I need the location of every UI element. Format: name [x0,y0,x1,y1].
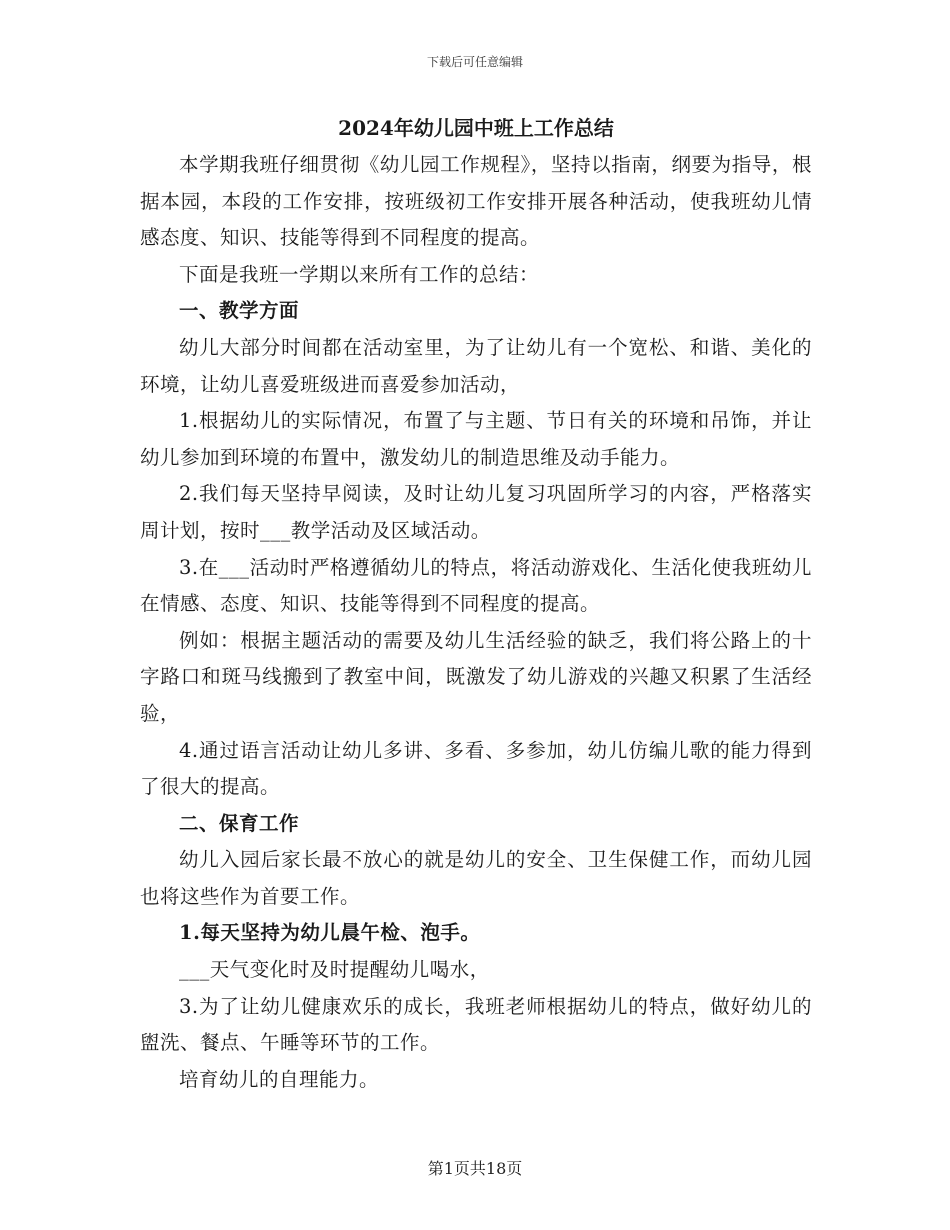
paragraph: 本学期我班仔细贯彻《幼儿园工作规程》，坚持以指南，纲要为指导，根据本园，本段的工作安排，按班级初工作安排开展各种活动，使我班幼儿情感态度、知识、技能等得到不同程度的提高。 [140,153,812,250]
paragraph: 培育幼儿的自理能力。 [179,1067,380,1091]
header-note: 下载后可任意编辑 [426,55,523,69]
paragraph: 4.通过语言活动让幼儿多讲、多看、多参加，幼儿仿编儿歌的能力得到了很大的提高。 [140,738,812,799]
paragraph: 3.为了让幼儿健康欢乐的成长，我班老师根据幼儿的特点，做好幼儿的盥洗、餐点、午睡等环节的工作。 [140,994,812,1055]
paragraph: 下面是我班一学期以来所有工作的总结： [179,262,540,286]
section-heading: 一、教学方面 [179,299,300,323]
bold-list-item: 1.每天坚持为幼儿晨午检、泡手。 [179,921,481,945]
paragraph: 2.我们每天坚持早阅读，及时让幼儿复习巩固所学习的内容，严格落实周计划，按时___教学活动及区域活动。 [140,482,812,542]
document-body [140,113,812,1098]
paragraph: 例如：根据主题活动的需要及幼儿生活经验的缺乏，我们将公路上的十字路口和斑马线搬到了教室中间，既激发了幼儿游戏的兴趣又积累了生活经验， [140,628,812,725]
paragraph: 3.在___活动时严格遵循幼儿的特点，将活动游戏化、生活化使我班幼儿在情感、态度、知识、技能等得到不同程度的提高。 [140,555,812,616]
paragraph: 1.根据幼儿的实际情况，布置了与主题、节日有关的环境和吊饰，并让幼儿参加到环境的布置中，激发幼儿的制造思维及动手能力。 [140,409,812,469]
section-heading: 二、保育工作 [179,811,300,835]
document-title: 2024年幼儿园中班上工作总结 [338,116,614,140]
paragraph: 幼儿入园后家长最不放心的就是幼儿的安全、卫生保健工作，而幼儿园也将这些作为首要工作。 [140,848,812,908]
paragraph: ___天气变化时及时提醒幼儿喝水， [179,958,490,982]
page-footer: 第1页共18页 [427,1159,523,1178]
paragraph: 幼儿大部分时间都在活动室里，为了让幼儿有一个宽松、和谐、美化的环境，让幼儿喜爱班级进而喜爱参加活动， [140,335,812,396]
